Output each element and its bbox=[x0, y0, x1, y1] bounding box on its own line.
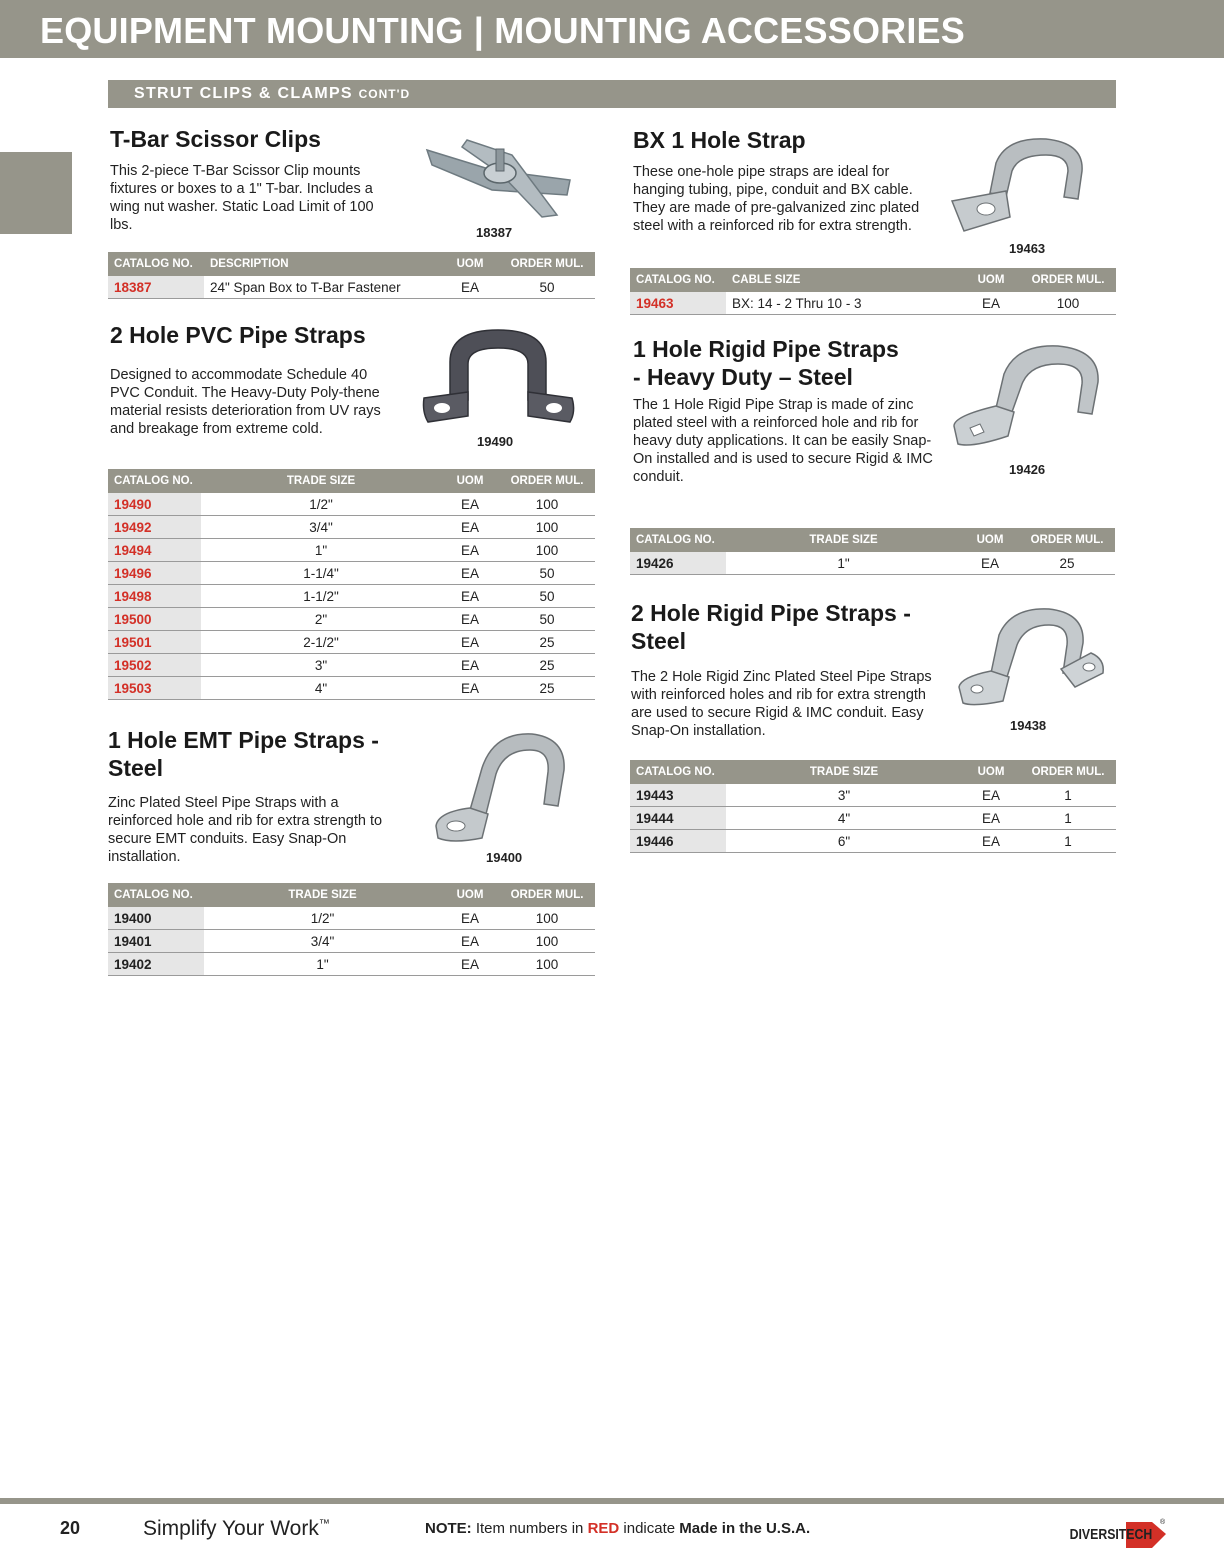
product-title: 1 Hole Rigid Pipe Straps - Heavy Duty – Steel bbox=[633, 336, 899, 390]
catalog-number: 19501 bbox=[108, 631, 201, 654]
catalog-number: 18387 bbox=[108, 276, 204, 299]
col-header: TRADE SIZE bbox=[726, 760, 962, 784]
product-emt bbox=[108, 726, 403, 866]
product-description: These one-hole pipe straps are ideal for hanging tubing, pipe, conduit and BX cable. They are made of pre-galvanized zinc plated steel with a reinforced rib for extra strength. bbox=[633, 164, 920, 234]
row-trade-size: 2-1/2" bbox=[201, 631, 441, 654]
row-uom: EA bbox=[962, 830, 1020, 853]
pvc-strap-image bbox=[420, 322, 578, 430]
col-header: ORDER MUL. bbox=[499, 252, 595, 276]
row-uom: EA bbox=[962, 784, 1020, 807]
rigid1-spec-table bbox=[630, 528, 1115, 575]
row-trade-size: 1/2" bbox=[204, 907, 441, 930]
note-red-word: RED bbox=[587, 1520, 620, 1537]
row-order-mul: 1 bbox=[1020, 807, 1116, 830]
row-uom: EA bbox=[961, 552, 1019, 575]
catalog-number: 19402 bbox=[108, 953, 204, 976]
product-title: T-Bar Scissor Clips bbox=[110, 126, 321, 152]
row-uom: EA bbox=[441, 562, 499, 585]
product-description: The 1 Hole Rigid Pipe Strap is made of zinc plated steel with a reinforced hole and rib for heavy duty applications. It can be easily Snap-On installed and is used to secure Rigid & IMC conduit. bbox=[633, 397, 933, 485]
col-header: TRADE SIZE bbox=[201, 469, 441, 493]
col-header: UOM bbox=[962, 760, 1020, 784]
catalog-number: 19446 bbox=[630, 830, 726, 853]
emt-image-caption: 19400 bbox=[486, 850, 523, 865]
catalog-number: 19503 bbox=[108, 677, 201, 700]
table-row bbox=[630, 552, 1115, 575]
row-uom: EA bbox=[441, 907, 499, 930]
row-order-mul: 50 bbox=[499, 585, 595, 608]
footer-slogan bbox=[143, 1517, 330, 1541]
row-uom: EA bbox=[441, 930, 499, 953]
bx-strap-image bbox=[950, 135, 1090, 235]
row-trade-size: 3" bbox=[201, 654, 441, 677]
col-header: UOM bbox=[962, 268, 1020, 292]
emt-strap-image bbox=[432, 728, 572, 846]
table-row bbox=[108, 539, 595, 562]
section-title-text: STRUT CLIPS & CLAMPS bbox=[134, 85, 353, 102]
catalog-number: 19444 bbox=[630, 807, 726, 830]
row-cable-size: BX: 14 - 2 Thru 10 - 3 bbox=[726, 292, 962, 315]
table-row bbox=[108, 608, 595, 631]
rigid1-strap-image bbox=[950, 340, 1106, 452]
product-description: The 2 Hole Rigid Zinc Plated Steel Pipe Straps with reinforced holes and rib for extra strength are used to secure Rigid & IMC conduit. Easy Snap-On installation. bbox=[631, 669, 932, 739]
catalog-number: 19401 bbox=[108, 930, 204, 953]
row-order-mul: 100 bbox=[499, 930, 595, 953]
diversitech-logo bbox=[1068, 1512, 1168, 1557]
catalog-number: 19426 bbox=[630, 552, 726, 575]
table-row bbox=[630, 830, 1116, 853]
row-trade-size: 1-1/2" bbox=[201, 585, 441, 608]
catalog-number: 19400 bbox=[108, 907, 204, 930]
catalog-number: 19463 bbox=[630, 292, 726, 315]
note-label: NOTE: bbox=[425, 1520, 472, 1537]
side-tab bbox=[0, 152, 72, 234]
row-uom: EA bbox=[441, 276, 499, 299]
product-rigid2 bbox=[631, 599, 946, 740]
logo-wordmark: DIVERSITECH bbox=[1069, 1525, 1153, 1543]
row-description: 24" Span Box to T-Bar Fastener bbox=[204, 276, 441, 299]
col-header: ORDER MUL. bbox=[499, 469, 595, 493]
product-title: 2 Hole PVC Pipe Straps bbox=[110, 322, 366, 348]
product-description: This 2-piece T-Bar Scissor Clip mounts fixtures or boxes to a 1" T-bar. Includes a wing nut washer. Static Load Limit of 100 lbs. bbox=[110, 163, 374, 233]
table-row bbox=[108, 516, 595, 539]
footer-rule bbox=[0, 1498, 1224, 1504]
table-row bbox=[108, 276, 595, 299]
row-order-mul: 25 bbox=[1019, 552, 1115, 575]
row-uom: EA bbox=[441, 493, 499, 516]
row-trade-size: 3/4" bbox=[201, 516, 441, 539]
col-header: ORDER MUL. bbox=[1019, 528, 1115, 552]
catalog-number: 19490 bbox=[108, 493, 201, 516]
col-header: TRADE SIZE bbox=[726, 528, 961, 552]
col-header: DESCRIPTION bbox=[204, 252, 441, 276]
rigid2-image-caption: 19438 bbox=[1010, 718, 1047, 733]
header-bar bbox=[0, 0, 1224, 58]
product-title: 1 Hole EMT Pipe Straps - Steel bbox=[108, 727, 379, 781]
table-row bbox=[108, 677, 595, 700]
table-row bbox=[108, 493, 595, 516]
row-order-mul: 50 bbox=[499, 562, 595, 585]
col-header: UOM bbox=[961, 528, 1019, 552]
section-title bbox=[134, 85, 410, 103]
col-header: ORDER MUL. bbox=[1020, 760, 1116, 784]
bx-spec-table bbox=[630, 268, 1116, 315]
row-trade-size: 1-1/4" bbox=[201, 562, 441, 585]
product-tbar bbox=[110, 125, 400, 234]
col-header: UOM bbox=[441, 883, 499, 907]
row-uom: EA bbox=[441, 631, 499, 654]
row-uom: EA bbox=[962, 292, 1020, 315]
product-description: Designed to accommodate Schedule 40 PVC Conduit. The Heavy-Duty Poly-thene material resists deterioration from UV rays and breakage from extreme cold. bbox=[110, 367, 381, 437]
row-order-mul: 25 bbox=[499, 654, 595, 677]
row-order-mul: 100 bbox=[499, 953, 595, 976]
col-header: CABLE SIZE bbox=[726, 268, 962, 292]
catalog-number: 19502 bbox=[108, 654, 201, 677]
emt-spec-table bbox=[108, 883, 595, 976]
note-made-in-usa: Made in the U.S.A. bbox=[679, 1520, 811, 1537]
col-header: CATALOG NO. bbox=[108, 469, 201, 493]
catalog-number: 19494 bbox=[108, 539, 201, 562]
row-uom: EA bbox=[441, 677, 499, 700]
row-order-mul: 100 bbox=[1020, 292, 1116, 315]
row-uom: EA bbox=[441, 585, 499, 608]
bx-image-caption: 19463 bbox=[1009, 241, 1046, 256]
row-order-mul: 50 bbox=[499, 608, 595, 631]
col-header: CATALOG NO. bbox=[630, 760, 726, 784]
product-title: BX 1 Hole Strap bbox=[633, 127, 806, 153]
table-row bbox=[630, 807, 1116, 830]
product-description: Zinc Plated Steel Pipe Straps with a reinforced hole and rib for extra strength to secure EMT conduits. Easy Snap-On installation. bbox=[108, 795, 383, 865]
col-header: CATALOG NO. bbox=[630, 528, 726, 552]
rigid1-image-caption: 19426 bbox=[1009, 462, 1046, 477]
pvc-image-caption: 19490 bbox=[477, 434, 514, 449]
catalog-number: 19443 bbox=[630, 784, 726, 807]
note-text: Item numbers in bbox=[475, 1520, 584, 1537]
row-trade-size: 1" bbox=[201, 539, 441, 562]
row-order-mul: 100 bbox=[499, 516, 595, 539]
row-trade-size: 4" bbox=[726, 807, 962, 830]
table-row bbox=[108, 907, 595, 930]
row-trade-size: 4" bbox=[201, 677, 441, 700]
row-uom: EA bbox=[441, 953, 499, 976]
rigid2-spec-table bbox=[630, 760, 1116, 853]
product-rigid1 bbox=[633, 335, 933, 486]
page-number: 20 bbox=[60, 1518, 81, 1538]
table-row bbox=[108, 930, 595, 953]
col-header: CATALOG NO. bbox=[108, 252, 204, 276]
pvc-spec-table bbox=[108, 469, 595, 700]
row-trade-size: 3/4" bbox=[204, 930, 441, 953]
footer-note bbox=[425, 1520, 810, 1537]
product-pvc bbox=[110, 321, 395, 438]
logo-registered-mark: ® bbox=[1160, 1519, 1166, 1526]
row-order-mul: 1 bbox=[1020, 784, 1116, 807]
table-row bbox=[630, 784, 1116, 807]
section-suffix: CONT'D bbox=[358, 87, 411, 101]
col-header: UOM bbox=[441, 469, 499, 493]
row-uom: EA bbox=[441, 539, 499, 562]
slogan-text: Simplify Your Work bbox=[143, 1517, 319, 1540]
page-title: EQUIPMENT MOUNTING | MOUNTING ACCESSORIES bbox=[40, 10, 965, 51]
table-row bbox=[108, 631, 595, 654]
section-bar bbox=[108, 80, 1116, 108]
row-uom: EA bbox=[441, 654, 499, 677]
catalog-number: 19500 bbox=[108, 608, 201, 631]
row-trade-size: 1" bbox=[204, 953, 441, 976]
col-header: TRADE SIZE bbox=[204, 883, 441, 907]
col-header: CATALOG NO. bbox=[630, 268, 726, 292]
tbar-image-caption: 18387 bbox=[476, 225, 513, 240]
col-header: ORDER MUL. bbox=[499, 883, 595, 907]
col-header: CATALOG NO. bbox=[108, 883, 204, 907]
product-title: 2 Hole Rigid Pipe Straps - Steel bbox=[631, 600, 911, 654]
row-trade-size: 1" bbox=[726, 552, 961, 575]
row-order-mul: 25 bbox=[499, 677, 595, 700]
row-uom: EA bbox=[441, 608, 499, 631]
catalog-number: 19492 bbox=[108, 516, 201, 539]
catalog-number: 19498 bbox=[108, 585, 201, 608]
row-order-mul: 100 bbox=[499, 493, 595, 516]
row-order-mul: 100 bbox=[499, 907, 595, 930]
row-trade-size: 2" bbox=[201, 608, 441, 631]
tbar-clip-image bbox=[422, 135, 574, 220]
product-bx bbox=[633, 126, 923, 235]
note-mid: indicate bbox=[623, 1520, 676, 1537]
col-header: UOM bbox=[441, 252, 499, 276]
table-row bbox=[630, 292, 1116, 315]
row-trade-size: 3" bbox=[726, 784, 962, 807]
row-trade-size: 1/2" bbox=[201, 493, 441, 516]
table-row bbox=[108, 562, 595, 585]
row-order-mul: 50 bbox=[499, 276, 595, 299]
row-trade-size: 6" bbox=[726, 830, 962, 853]
trademark-symbol: ™ bbox=[318, 1518, 330, 1530]
row-order-mul: 25 bbox=[499, 631, 595, 654]
catalog-number: 19496 bbox=[108, 562, 201, 585]
row-order-mul: 1 bbox=[1020, 830, 1116, 853]
tbar-spec-table bbox=[108, 252, 595, 299]
row-order-mul: 100 bbox=[499, 539, 595, 562]
rigid2-strap-image bbox=[955, 603, 1107, 713]
table-row bbox=[108, 585, 595, 608]
table-row bbox=[108, 953, 595, 976]
row-uom: EA bbox=[441, 516, 499, 539]
col-header: ORDER MUL. bbox=[1020, 268, 1116, 292]
row-uom: EA bbox=[962, 807, 1020, 830]
table-row bbox=[108, 654, 595, 677]
